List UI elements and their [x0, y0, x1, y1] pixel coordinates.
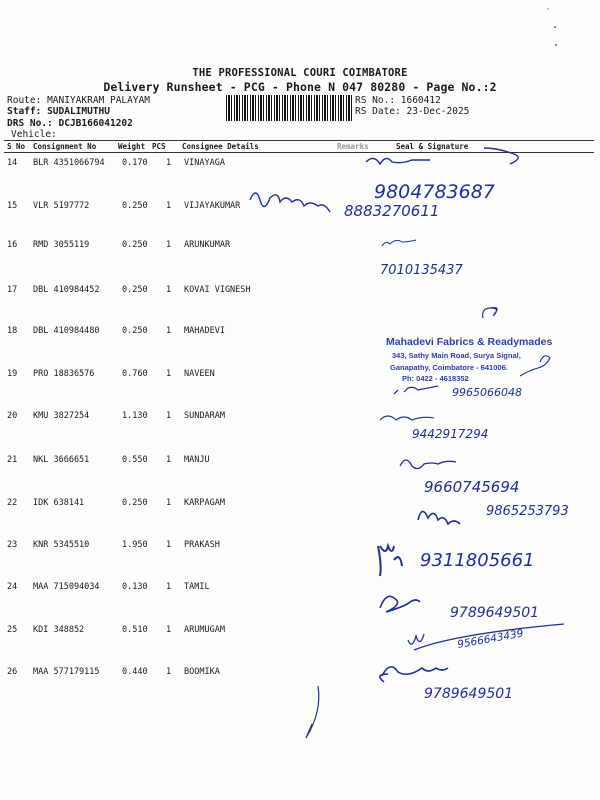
staff-value: SUDALIMUTHU [47, 106, 110, 117]
phone-row20: 9442917294 [412, 427, 489, 441]
row-pcs: 1 [166, 158, 172, 168]
phone-row19: 9965066048 [452, 386, 522, 399]
row-pcs: 1 [166, 498, 172, 508]
col-consignment: Consignment No [33, 142, 97, 151]
report-title: THE PROFESSIONAL COURI COIMBATORE [192, 67, 408, 79]
row-weight: 0.440 [122, 667, 148, 677]
route-value: MANIYAKRAM PALAYAM [47, 95, 151, 106]
row-sno: 23 [7, 540, 18, 550]
row-sno: 19 [7, 369, 18, 379]
row-consignment: IDK 638141 [33, 498, 85, 508]
row-weight: 0.510 [122, 625, 148, 635]
signature-row14 [366, 148, 518, 164]
drs-value: DCJB166041202 [58, 118, 133, 129]
col-seal: Seal & Signature [396, 142, 469, 151]
row-sno: 18 [7, 326, 18, 336]
row-weight: 0.250 [122, 201, 148, 211]
row-consignee: MAHADEVI [184, 326, 225, 336]
signature-row18-stamp [520, 356, 550, 376]
phone-row21: 9660745694 [424, 478, 520, 496]
row-pcs: 1 [166, 455, 172, 465]
col-remarks: Remarks [337, 142, 369, 151]
row-consignee: TAMIL [184, 582, 210, 592]
row-consignee: MANJU [184, 455, 210, 465]
row-pcs: 1 [166, 240, 172, 250]
signature-row26 [380, 667, 448, 682]
row-weight: 0.130 [122, 582, 148, 592]
row-consignee: PRAKASH [184, 540, 220, 550]
signature-row16 [382, 240, 416, 246]
vehicle-label: Vehicle: [11, 129, 57, 140]
row-sno: 17 [7, 285, 18, 295]
signature-row18 [483, 308, 498, 318]
stamp-line2: Ganapathy, Coimbatore - 641006. [390, 363, 508, 372]
row-sno: 22 [7, 498, 18, 508]
row-weight: 0.250 [122, 326, 148, 336]
row-consignee: ARUNKUMAR [184, 240, 231, 250]
row-consignee: SUNDARAM [184, 411, 225, 421]
row-weight: 0.760 [122, 369, 148, 379]
row-consignee: VIJAYAKUMAR [184, 201, 241, 211]
col-pcs: PCS [152, 142, 166, 151]
row-weight: 0.250 [122, 240, 148, 250]
route-label: Route: [7, 95, 42, 106]
row-pcs: 1 [166, 667, 172, 677]
row-pcs: 1 [166, 201, 172, 211]
row-pcs: 1 [166, 540, 172, 550]
row-pcs: 1 [166, 411, 172, 421]
row-consignment: RMD 3055119 [33, 240, 90, 250]
row-weight: 0.250 [122, 498, 148, 508]
row-pcs: 1 [166, 285, 172, 295]
company-stamp [386, 336, 552, 383]
row-weight: 1.950 [122, 540, 148, 550]
phone-row23: 9311805661 [420, 550, 535, 571]
row-consignment: BLR 4351066794 [33, 158, 105, 168]
row-consignee: ARUMUGAM [184, 625, 225, 635]
signature-row23 [378, 546, 402, 576]
row-weight: 1.130 [122, 411, 148, 421]
signature-row15 [250, 193, 330, 212]
phone-row14: 9804783687 [374, 181, 495, 203]
pen-stroke [306, 686, 319, 738]
row-consignee: BOOMIKA [184, 667, 220, 677]
row-sno: 20 [7, 411, 18, 421]
row-sno: 26 [7, 667, 18, 677]
rs-no: RS No.: 1660412 [355, 95, 441, 106]
row-consignment: KNR 5345510 [33, 540, 90, 550]
row-weight: 0.250 [122, 285, 148, 295]
row-consignment: VLR 5197772 [33, 201, 90, 211]
row-sno: 25 [7, 625, 18, 635]
row-consignment: KDI 348852 [33, 625, 85, 635]
phone-row26: 9789649501 [424, 686, 514, 702]
phone-row15: 8883270611 [344, 202, 440, 220]
row-consignment: DBL 410984452 [33, 285, 100, 295]
row-consignee: VINAYAGA [184, 158, 225, 168]
signature-row20 [380, 416, 434, 420]
row-consignment: PRO 18836576 [33, 369, 95, 379]
row-weight: 0.170 [122, 158, 148, 168]
row-pcs: 1 [166, 625, 172, 635]
row-pcs: 1 [166, 582, 172, 592]
row-consignment: DBL 410984480 [33, 326, 100, 336]
row-consignment: MAA 577179115 [33, 667, 100, 677]
phone-row25: 9566643439 [456, 627, 525, 651]
row-consignee: NAVEEN [184, 369, 215, 379]
row-pcs: 1 [166, 369, 172, 379]
drs-label: DRS No.: [7, 118, 53, 129]
row-consignment: KMU 3827254 [33, 411, 90, 421]
stamp-phone: Ph: 0422 - 4618352 [402, 374, 469, 383]
row-sno: 21 [7, 455, 18, 465]
col-weight: Weight [118, 142, 146, 151]
signature-row19 [394, 386, 438, 394]
signature-row22 [418, 511, 460, 524]
row-consignment: MAA 715094034 [33, 582, 100, 592]
row-consignment: NKL 3666651 [33, 455, 90, 465]
report-subtitle: Delivery Runsheet - PCG - Phone N 047 80280 - Page No.:2 [103, 80, 497, 94]
phone-row24: 9789649501 [450, 605, 540, 621]
row-pcs: 1 [166, 326, 172, 336]
phone-row16: 7010135437 [380, 263, 463, 278]
row-sno: 15 [7, 201, 18, 211]
signature-row24 [380, 596, 420, 612]
staff-label: Staff: [7, 106, 42, 117]
col-consignee: Consignee Details [182, 142, 259, 151]
row-weight: 0.550 [122, 455, 148, 465]
stamp-name: Mahadevi Fabrics & Readymades [386, 336, 553, 348]
row-sno: 24 [7, 582, 18, 592]
phone-row22: 9865253793 [486, 504, 569, 519]
col-sno: S No [7, 142, 26, 151]
signature-row21 [400, 460, 456, 469]
stamp-line1: 343, Sathy Main Road, Surya Signal, [392, 351, 521, 360]
row-sno: 16 [7, 240, 18, 250]
rs-date: RS Date: 23-Dec-2025 [355, 106, 470, 117]
row-sno: 14 [7, 158, 18, 168]
row-consignee: KOVAI VIGNESH [184, 285, 251, 295]
row-consignee: KARPAGAM [184, 498, 225, 508]
